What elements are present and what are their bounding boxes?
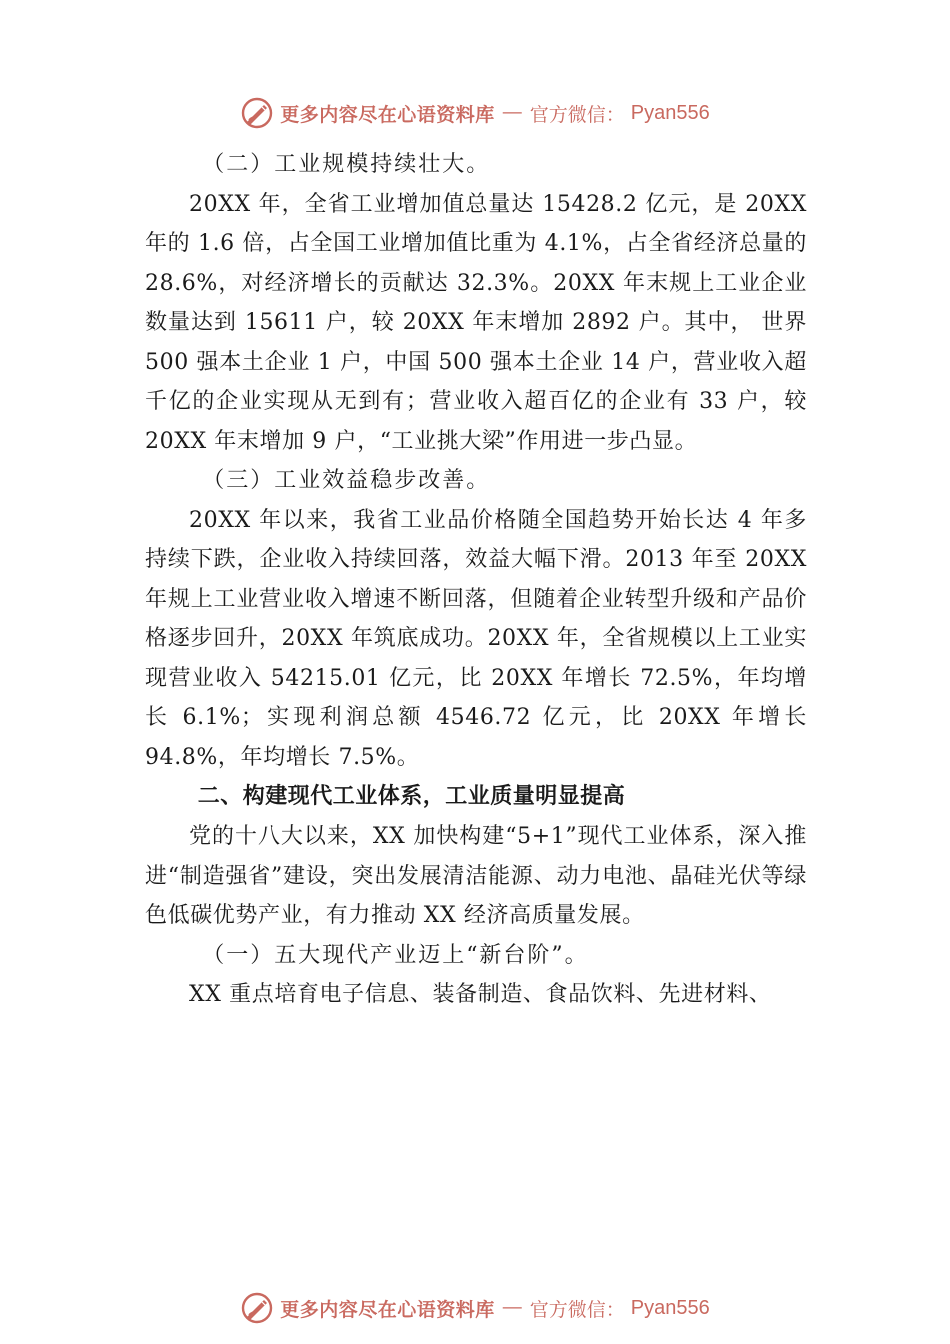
part-2-paragraph: 党的十八大以来，XX 加快构建“5+1”现代工业体系，深入推进“制造强省”建设，突出发展清洁能源、动力电池、晶硅光伏等绿色低碳优势产业，有力推动 XX 经济高质量发展。 xyxy=(145,824,807,928)
watermark-header xyxy=(0,93,950,133)
part-2-sub-1-paragraph: XX 重点培育电子信息、装备制造、食品饮料、先进材料、 xyxy=(189,982,772,1007)
watermark-dash: — xyxy=(502,1297,522,1318)
pen-logo-icon xyxy=(240,96,274,130)
part-2-heading: 二、构建现代工业体系，工业质量明显提高 xyxy=(197,784,626,809)
section-2-paragraph: 20XX 年，全省工业增加值总量达 15428.2 亿元，是 20XX 年的 1.6 倍，占全国工业增加值比重为 4.1%，占全省经济总量的 28.6%，对经济增长的贡献达 32.3%。20XX 年末规上工业企业数量达到 15611 户，较 20XX 年末增加 2892 户。其中， 世界 500 强本土企业 1 户，中国 500 强本土企业 14 户，营业收入超千亿的企业实现从无到有；营业收入超百亿的企业有 33 户，较 20XX 年末增加 9 户，“工业挑大梁”作用进一步凸显。 xyxy=(145,191,807,454)
section-3-heading: （三）工业效益稳步改善。 xyxy=(202,468,491,493)
pen-logo-icon xyxy=(240,1291,274,1325)
section-2-heading: （二）工业规模持续壮大。 xyxy=(202,152,491,177)
part-2-sub-1-heading: （一）五大现代产业迈上“新台阶”。 xyxy=(202,942,589,968)
watermark-wechat-id: Pyan556 xyxy=(630,1296,710,1319)
watermark-label: 官方微信： xyxy=(529,1298,625,1321)
document-body xyxy=(145,145,807,1015)
watermark-title: 更多内容尽在心语资料库 xyxy=(280,103,495,126)
section-3-paragraph: 20XX 年以来，我省工业品价格随全国趋势开始长达 4 年多持续下跌，企业收入持续回落，效益大幅下滑。2013 年至 20XX 年规上工业营业收入增速不断回落，但随着企业转型升级和产品价格逐步回升，20XX 年筑底成功。20XX 年，全省规模以上工业实现营业收入 54215.01 亿元，比 20XX 年增长 72.5%，年均增长 6.1%；实现利润总额 4546.72 亿元，比 20XX 年增长 94.8%，年均增长 7.5%。 xyxy=(145,507,807,770)
watermark-footer xyxy=(0,1288,950,1328)
watermark-wechat-id: Pyan556 xyxy=(630,101,710,124)
watermark-title: 更多内容尽在心语资料库 xyxy=(280,1298,495,1321)
watermark-dash: — xyxy=(502,102,522,123)
watermark-label: 官方微信： xyxy=(529,103,625,126)
